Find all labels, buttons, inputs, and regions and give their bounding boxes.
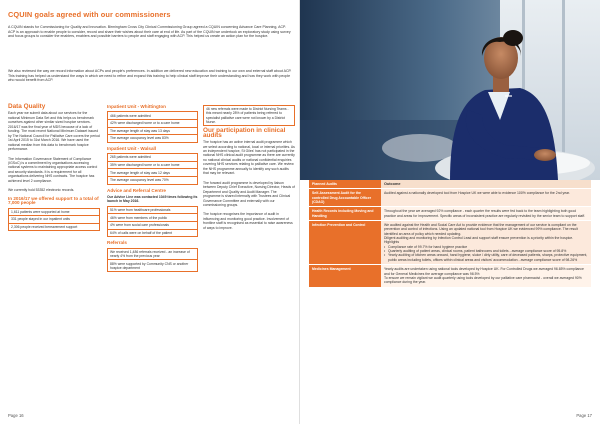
support-stats-box	[8, 208, 100, 232]
whittington-stat-row: 466 patients were admitted	[108, 112, 197, 120]
audit-outcome-cell: Audited against a nationally developed tool from Hospice UK we were able to evidence 100% compliance for the 2nd year.	[381, 189, 591, 207]
intro-paragraph-1: A CQUIN stands for Commissioning for Quality and Innovation. Birmingham Cross City Clinical Commissioning Group agreed a CQUIN concerning Advance Care Planning, ACP. ACP is an approach to enable people to consider, record and share their wishes about their care at end of life. As part of the CQUIN we undertook an exploratory study using survey and focus groups to consider the enablers, enablers and possible barriers to people and staff engaging with ACP. This helped us create an action plan for the hospice.	[8, 25, 291, 39]
table-row	[309, 207, 591, 221]
audit-outcome-cell: Yearly audits are undertaken using national tools developed by Hospice UK. For Controlled Drugs we averaged 96.65% compliance and for General Medicines the average compliance was 98.5% To ensure we remain vigilant we audit quarterly using tools developed by our palliative care pharmacist - overall we averaged 90% compliance during the year.	[381, 265, 591, 287]
nurse-photo-illustration	[300, 0, 600, 180]
participation-paragraph-2: The forward audit programme is developed by liaison between Deputy Chief Executive, Nursing Director, Heads of Department and Quality and Audit Manager. The programme is shared internally with Trustees and Clinical Governance Committee and externally with our commissioning groups.	[203, 180, 295, 207]
advice-stats-box	[107, 206, 198, 237]
audit-outcomes-table	[309, 180, 591, 288]
infection-control-text: We audited against the Health and Social Care Act to provide evidence that the management of our service is compliant on the prevention and control of infections. Using an updated national tool from Hospice UK we evidenced 99% compliance. The result identified an area of policy which needed updating. Diligent auditing and monitoring by Infection Control Lead and support staff ensure prevention is a priority within the hospice. Highlights	[384, 223, 578, 245]
walsall-heading: Inpatient Unit - Walsall	[107, 145, 157, 151]
audit-name-cell: Medicines Management	[309, 265, 381, 287]
advice-stat-row: 4% were from social care professionals	[108, 222, 197, 230]
highlight-item: • Yearly auditing of kitchen areas onward, hand hygiene, sluice / dirty utility, care of deceased patients, sharps, protective equipment, public areas including toilets, offices within clinical areas and visitors' accommodation - average compliance score of 98.26%	[384, 253, 588, 262]
table-row	[309, 265, 591, 287]
advice-stat-row: 51% were from healthcare professionals	[108, 207, 197, 215]
participation-column	[203, 105, 295, 230]
whittington-stats-box	[107, 111, 198, 142]
participation-paragraph-3: The hospice recognises the importance of audit in influencing and monitoring good practice. Involvement of frontline staff is recognised as essential to raise awareness of ways to improve.	[203, 212, 293, 230]
walsall-stat-row: The average occupancy level was 70%	[110, 178, 169, 183]
support-stat-row: 1,611 patients were supported at home	[9, 209, 99, 217]
participation-heading: Our participation in clinical audits	[203, 127, 286, 139]
data-quality-heading: Data Quality	[8, 103, 46, 110]
whittington-stat-row: 42% were discharged home or to a care home	[108, 120, 197, 128]
referral-stat-row: 46 new referrals were made to District Nursing Teams - this meant nearly 28% of patients being referred to specialist palliative care were not known by a District Nurse.	[206, 107, 289, 124]
advice-stat-row: 46% were from members of the public	[108, 214, 197, 222]
whittington-stat-row: The average length of stay was 13 days	[108, 128, 197, 136]
support-stat-row: 2,306 people received bereavement support	[11, 224, 78, 229]
page-number-left: Page 16	[8, 413, 24, 418]
page-heading: CQUIN goals agreed with our commissioners	[8, 10, 171, 19]
advice-line-lead: Our Advice Line was contacted 1049 times following its launch in May 2016.	[107, 194, 198, 204]
referral-stat-row: We received 1,486 referrals received - an increase of nearly 4% from the previous year	[108, 249, 197, 261]
walsall-stat-row: The average length of stay was 12 days	[108, 169, 197, 177]
walsall-stats-box	[107, 153, 198, 184]
referral-stat-row: 88% were supported by Community CNS or another hospice department	[110, 261, 189, 270]
advice-stat-row: 64% of calls were on behalf of the patient	[110, 230, 173, 235]
audit-outcome-cell: Throughout the year we averaged 92% compliance - each quarter the results were fed back to the team highlighting both good practice and areas for improvement. Specific areas of inconsistent practice are regularly revisited by the senior team to support staff.	[381, 207, 591, 221]
audit-name-cell: Infection Prevention and Control	[309, 221, 381, 265]
table-header-planned-audits: Planned Audits	[309, 180, 381, 189]
data-quality-column	[8, 105, 100, 231]
nurse-photo	[300, 0, 600, 180]
highlight-item: • Compliance rate of 99.7% for hand hygiene practice	[384, 245, 588, 249]
audit-outcome-cell	[381, 221, 591, 265]
walsall-stat-row: 265 patients were admitted	[108, 154, 197, 162]
data-quality-paragraph-3: We currently hold 53352 electronic records.	[8, 188, 75, 193]
page-number-right: Page 17	[576, 413, 592, 418]
inpatient-column	[107, 105, 198, 272]
support-stat-row: 331 people stayed in our inpatient units	[9, 216, 99, 224]
district-nurse-box	[203, 105, 295, 126]
highlight-item: • Quarterly auditing of patient areas, clinical rooms, patient bathrooms and toilets - average compliance score of 95.8%	[384, 249, 588, 253]
table-header-row	[309, 180, 591, 189]
referrals-heading: Referrals	[107, 240, 127, 246]
table-row	[309, 189, 591, 207]
referrals-stats-box	[107, 248, 198, 273]
data-quality-paragraph-1: Each year we submit data about our services for the national Minimum Data Set and this helps us benchmark ourselves against other similar sized hospice services. 2016/17 was the final year of MDS because of a lack of funding. The most recent National Minimum Dataset issued by The National Council for Palliative Care covers the period 1st April 2015 to 31st March 2016. We have used the national median from this data to benchmark hospice performance.	[8, 111, 100, 152]
intro-paragraph-2: We also reviewed the way we record information about ACPs and people's preferences. In addition we delivered new education and training to our own and external staff about ACP. This training has helped us understand the ways in which we need to refine and expand this training to help clinical staff improve their understanding and how they work with people who would benefit from ACP.	[8, 69, 292, 83]
table-header-outcome: Outcome	[381, 180, 591, 189]
data-quality-paragraph-2: The Information Governance Statement of Compliance (IGSoC) is a commitment by organisations accessing national systems to maintaining appropriate access control and security standards. It is a requirement for all organisations delivering NHS contracts. The hospice has achieved level 2 compliance.	[8, 156, 98, 183]
whittington-stat-row: The average occupancy level was 83%	[110, 136, 169, 141]
whittington-heading: Inpatient Unit - Whittington	[107, 104, 166, 109]
participation-paragraph-1: The hospice has an active internal audit programme which we select according to national, local or internal priorities. As an independent hospice, St Giles' has not participated in the national NHS clinical audit programme as there are currently no national clinical audits or national confidential enquiries covering NHS services relating to palliative care. We review the NHS programme annually to identify any such audits that may be relevant.	[203, 140, 295, 176]
audit-name-cell: Health Records including Moving and Handling	[309, 207, 381, 221]
table-row	[309, 221, 591, 265]
highlights-list	[384, 245, 588, 262]
audit-name-cell: Self-Assessment Audit for the controlled Drug Accountable Officer (CDAO)	[309, 189, 381, 207]
support-total-heading: In 2016/17 we offered support to a total of 7,000 people	[8, 195, 99, 206]
walsall-stat-row: 35% were discharged home or to a care home	[108, 162, 197, 170]
advice-referral-heading: Advice and Referral Centre	[107, 187, 166, 193]
